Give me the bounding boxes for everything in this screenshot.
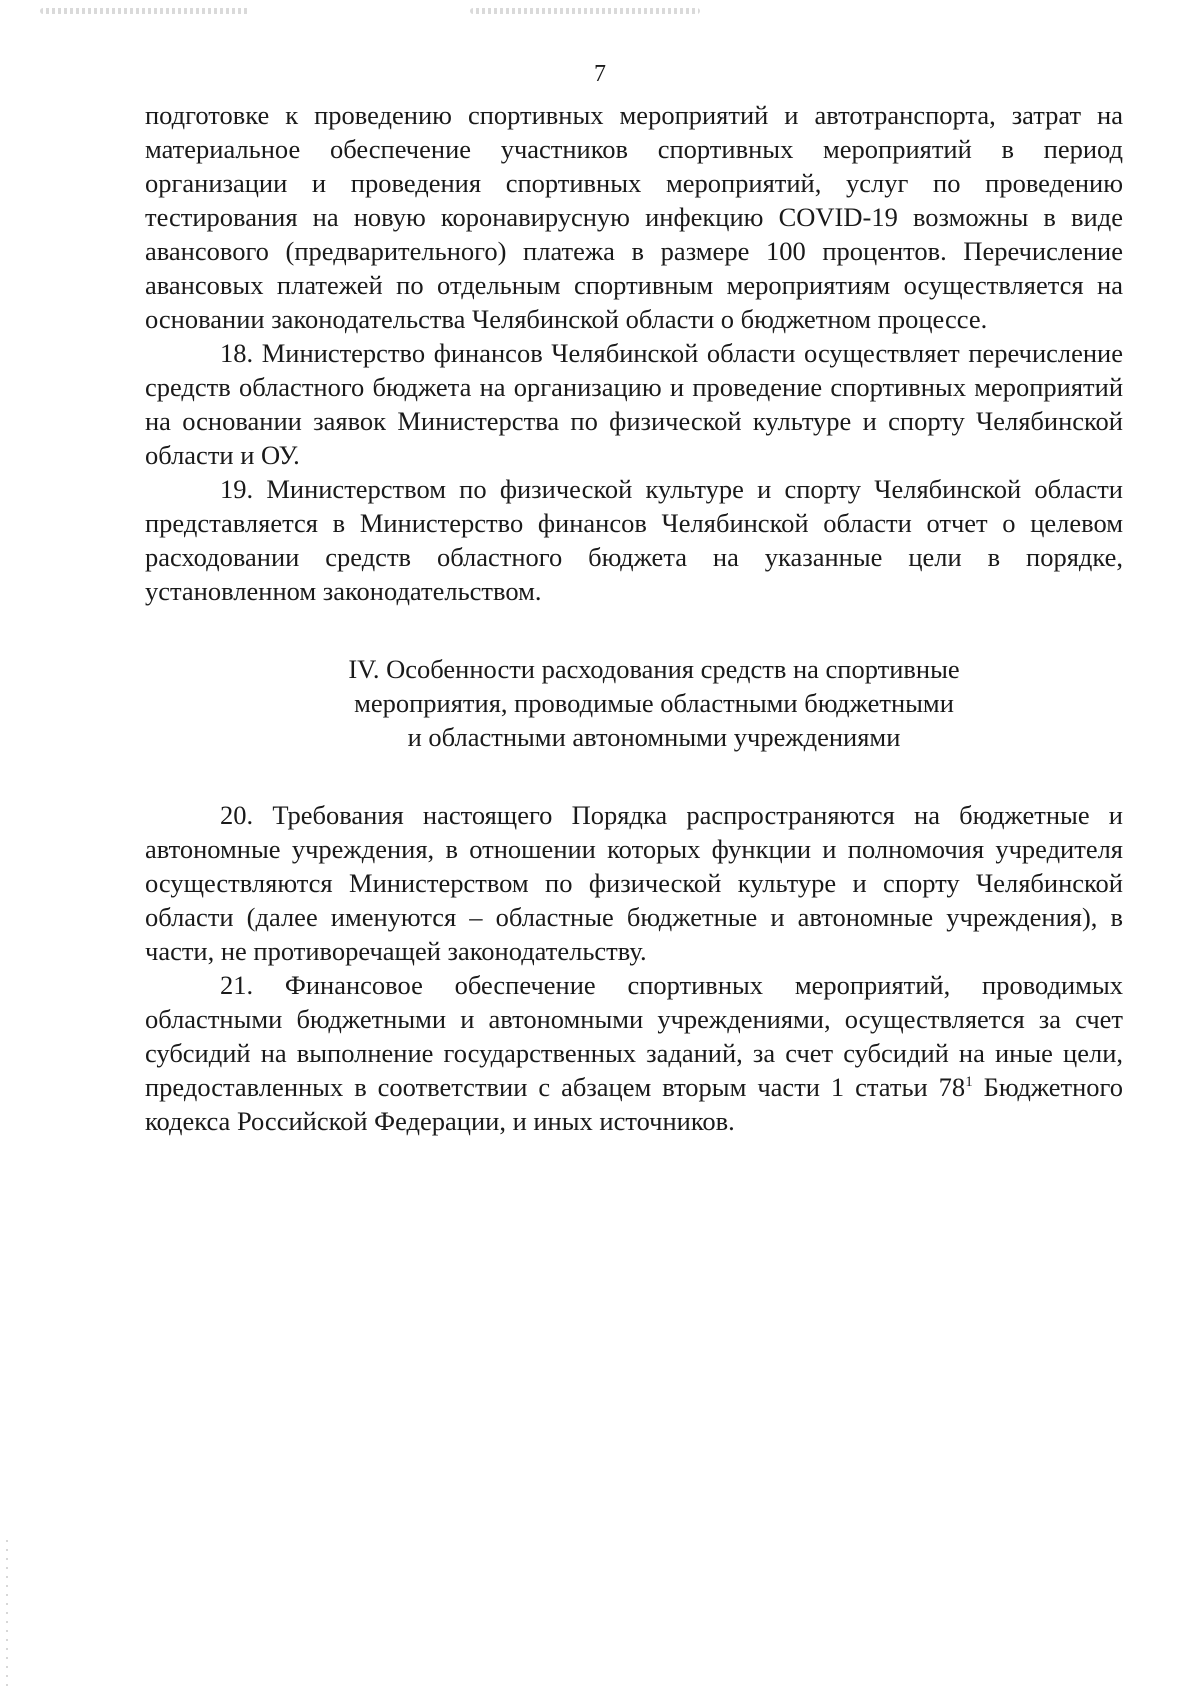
paragraph-continuation: подготовке к проведению спортивных мероприятий и автотранспорта, затрат на материальное обеспечение участников спортивных мероприятий в период организации и проведения спортивных мероприятий, услуг по проведению тестирования на новую коронавирусную инфекцию COVID-19 возможны в виде авансового (предварительного) платежа в размере 100 процентов. Перечисление авансовых платежей по отдельным спортивным мероприятиям осуществляется на основании законодательства Челябинской области о бюджетном процессе. [145, 100, 1123, 334]
section-heading-line-2: мероприятия, проводимые областными бюджетными [354, 688, 954, 718]
paragraph-20: 20. Требования настоящего Порядка распространяются на бюджетные и автономные учреждения, в отношении которых функции и полномочия учредителя осуществляются Министерством по физической культуре и спорту Челябинской области (далее именуются – областные бюджетные и автономные учреждения), в части, не противоречащей законодательству. [145, 800, 1123, 966]
scan-artifact-right [470, 8, 700, 14]
document-body [145, 98, 1123, 1138]
paragraph-21-superscript: 1 [965, 1074, 973, 1091]
page-number: 7 [594, 61, 606, 87]
paragraph-21-text: 21. Финансовое обеспечение спортивных мероприятий, проводимых областными бюджетными и автономными учреждениями, осуществляется за счет субсидий на выполнение государственных заданий, за счет субсидий на иные цели, предоставленных в соответствии с абзацем вторым части 1 статьи 78 [145, 970, 1123, 1102]
section-heading-line-1: IV. Особенности расходования средств на спортивные [348, 654, 960, 684]
paragraph-19: 19. Министерством по физической культуре и спорту Челябинской области представляется в Министерство финансов Челябинской области отчет о целевом расходовании средств областного бюджета на указанные цели в порядке, установленном законодательством. [145, 474, 1123, 606]
section-heading [145, 652, 1123, 754]
section-heading-line-3: и областными автономными учреждениями [407, 722, 901, 752]
paragraph-21-text-end: Бюджетного кодекса Российской Федерации, и иных источников. [145, 1072, 1123, 1136]
scan-edge-artifact [6, 1540, 8, 1690]
paragraph-18: 18. Министерство финансов Челябинской области осуществляет перечисление средств областного бюджета на организацию и проведение спортивных мероприятий на основании заявок Министерства по физической культуре и спорту Челябинской области и ОУ. [145, 338, 1123, 470]
paragraph-21 [145, 968, 1123, 1138]
scan-artifact-left [40, 8, 250, 14]
